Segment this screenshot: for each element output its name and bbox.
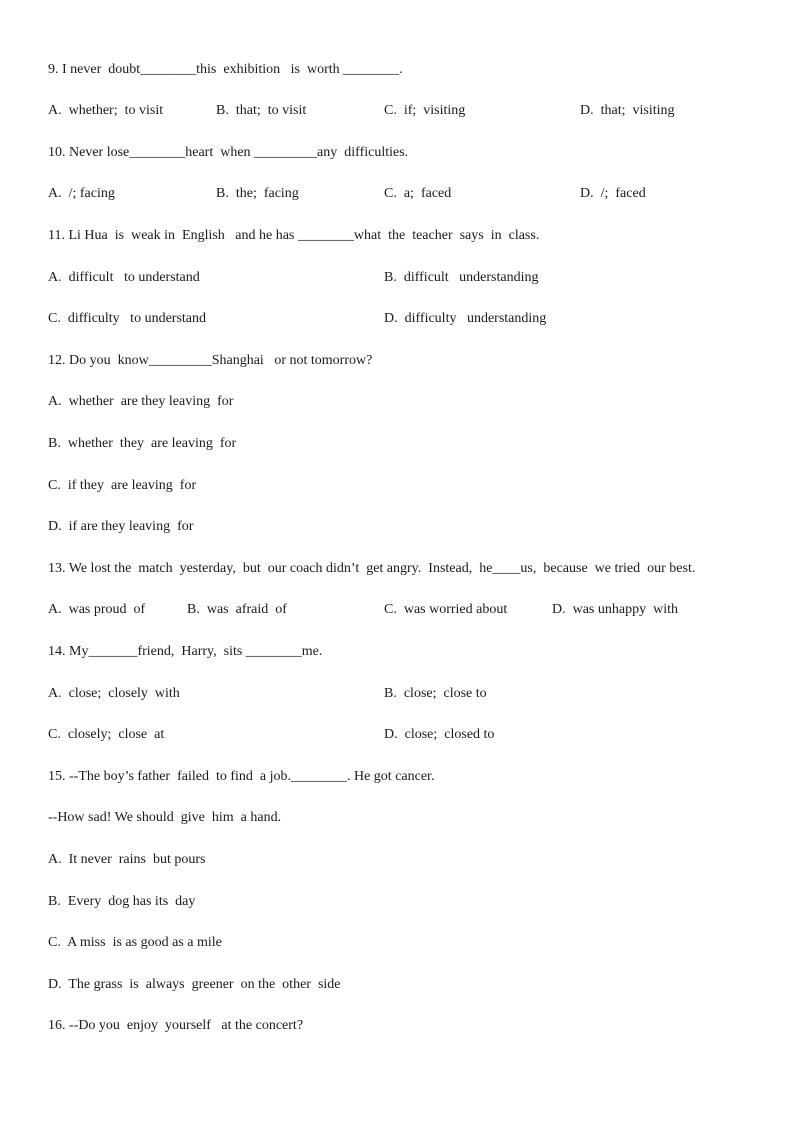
question-13-stem: 13. We lost the match yesterday, but our coach didn’t get angry. Instead, he____us, because we tried our best.	[48, 561, 696, 576]
q14-option-b: B. close; close to	[384, 686, 487, 701]
q13-option-a: A. was proud of	[48, 602, 146, 617]
question-9-stem: 9. I never doubt________this exhibition is worth ________.	[48, 62, 403, 77]
question-12-stem: 12. Do you know_________Shanghai or not tomorrow?	[48, 353, 373, 368]
q15-option-b: B. Every dog has its day	[48, 894, 196, 909]
question-15-reply: --How sad! We should give him a hand.	[48, 810, 282, 825]
q12-option-a: A. whether are they leaving for	[48, 394, 234, 409]
q11-option-c: C. difficulty to understand	[48, 311, 206, 326]
q12-option-b: B. whether they are leaving for	[48, 436, 237, 451]
q9-option-a: A. whether; to visit	[48, 103, 164, 118]
q15-option-d: D. The grass is always greener on the other side	[48, 977, 341, 992]
question-14-stem: 14. My_______friend, Harry, sits ________me.	[48, 644, 323, 659]
q13-option-b: B. was afraid of	[187, 602, 287, 617]
q14-option-c: C. closely; close at	[48, 727, 165, 742]
q10-option-a: A. /; facing	[48, 186, 115, 201]
q12-option-d: D. if are they leaving for	[48, 519, 194, 534]
q13-option-c: C. was worried about	[384, 602, 508, 617]
q11-option-b: B. difficult understanding	[384, 270, 539, 285]
question-10-stem: 10. Never lose________heart when _________any difficulties.	[48, 145, 409, 160]
q10-option-c: C. a; faced	[384, 186, 452, 201]
q14-option-d: D. close; closed to	[384, 727, 495, 742]
question-16-stem: 16. --Do you enjoy yourself at the concert?	[48, 1018, 304, 1033]
q11-option-a: A. difficult to understand	[48, 270, 200, 285]
q10-option-b: B. the; facing	[216, 186, 299, 201]
q9-option-d: D. that; visiting	[580, 103, 675, 118]
q12-option-c: C. if they are leaving for	[48, 478, 197, 493]
q10-option-d: D. /; faced	[580, 186, 646, 201]
question-15-stem: 15. --The boy’s father failed to find a job.________. He got cancer.	[48, 769, 435, 784]
q9-option-b: B. that; to visit	[216, 103, 307, 118]
q14-option-a: A. close; closely with	[48, 686, 180, 701]
question-11-stem: 11. Li Hua is weak in English and he has ________what the teacher says in class.	[48, 228, 540, 243]
q13-option-d: D. was unhappy with	[552, 602, 678, 617]
q15-option-a: A. It never rains but pours	[48, 852, 206, 867]
q9-option-c: C. if; visiting	[384, 103, 466, 118]
q11-option-d: D. difficulty understanding	[384, 311, 547, 326]
q15-option-c: C. A miss is as good as a mile	[48, 935, 222, 950]
